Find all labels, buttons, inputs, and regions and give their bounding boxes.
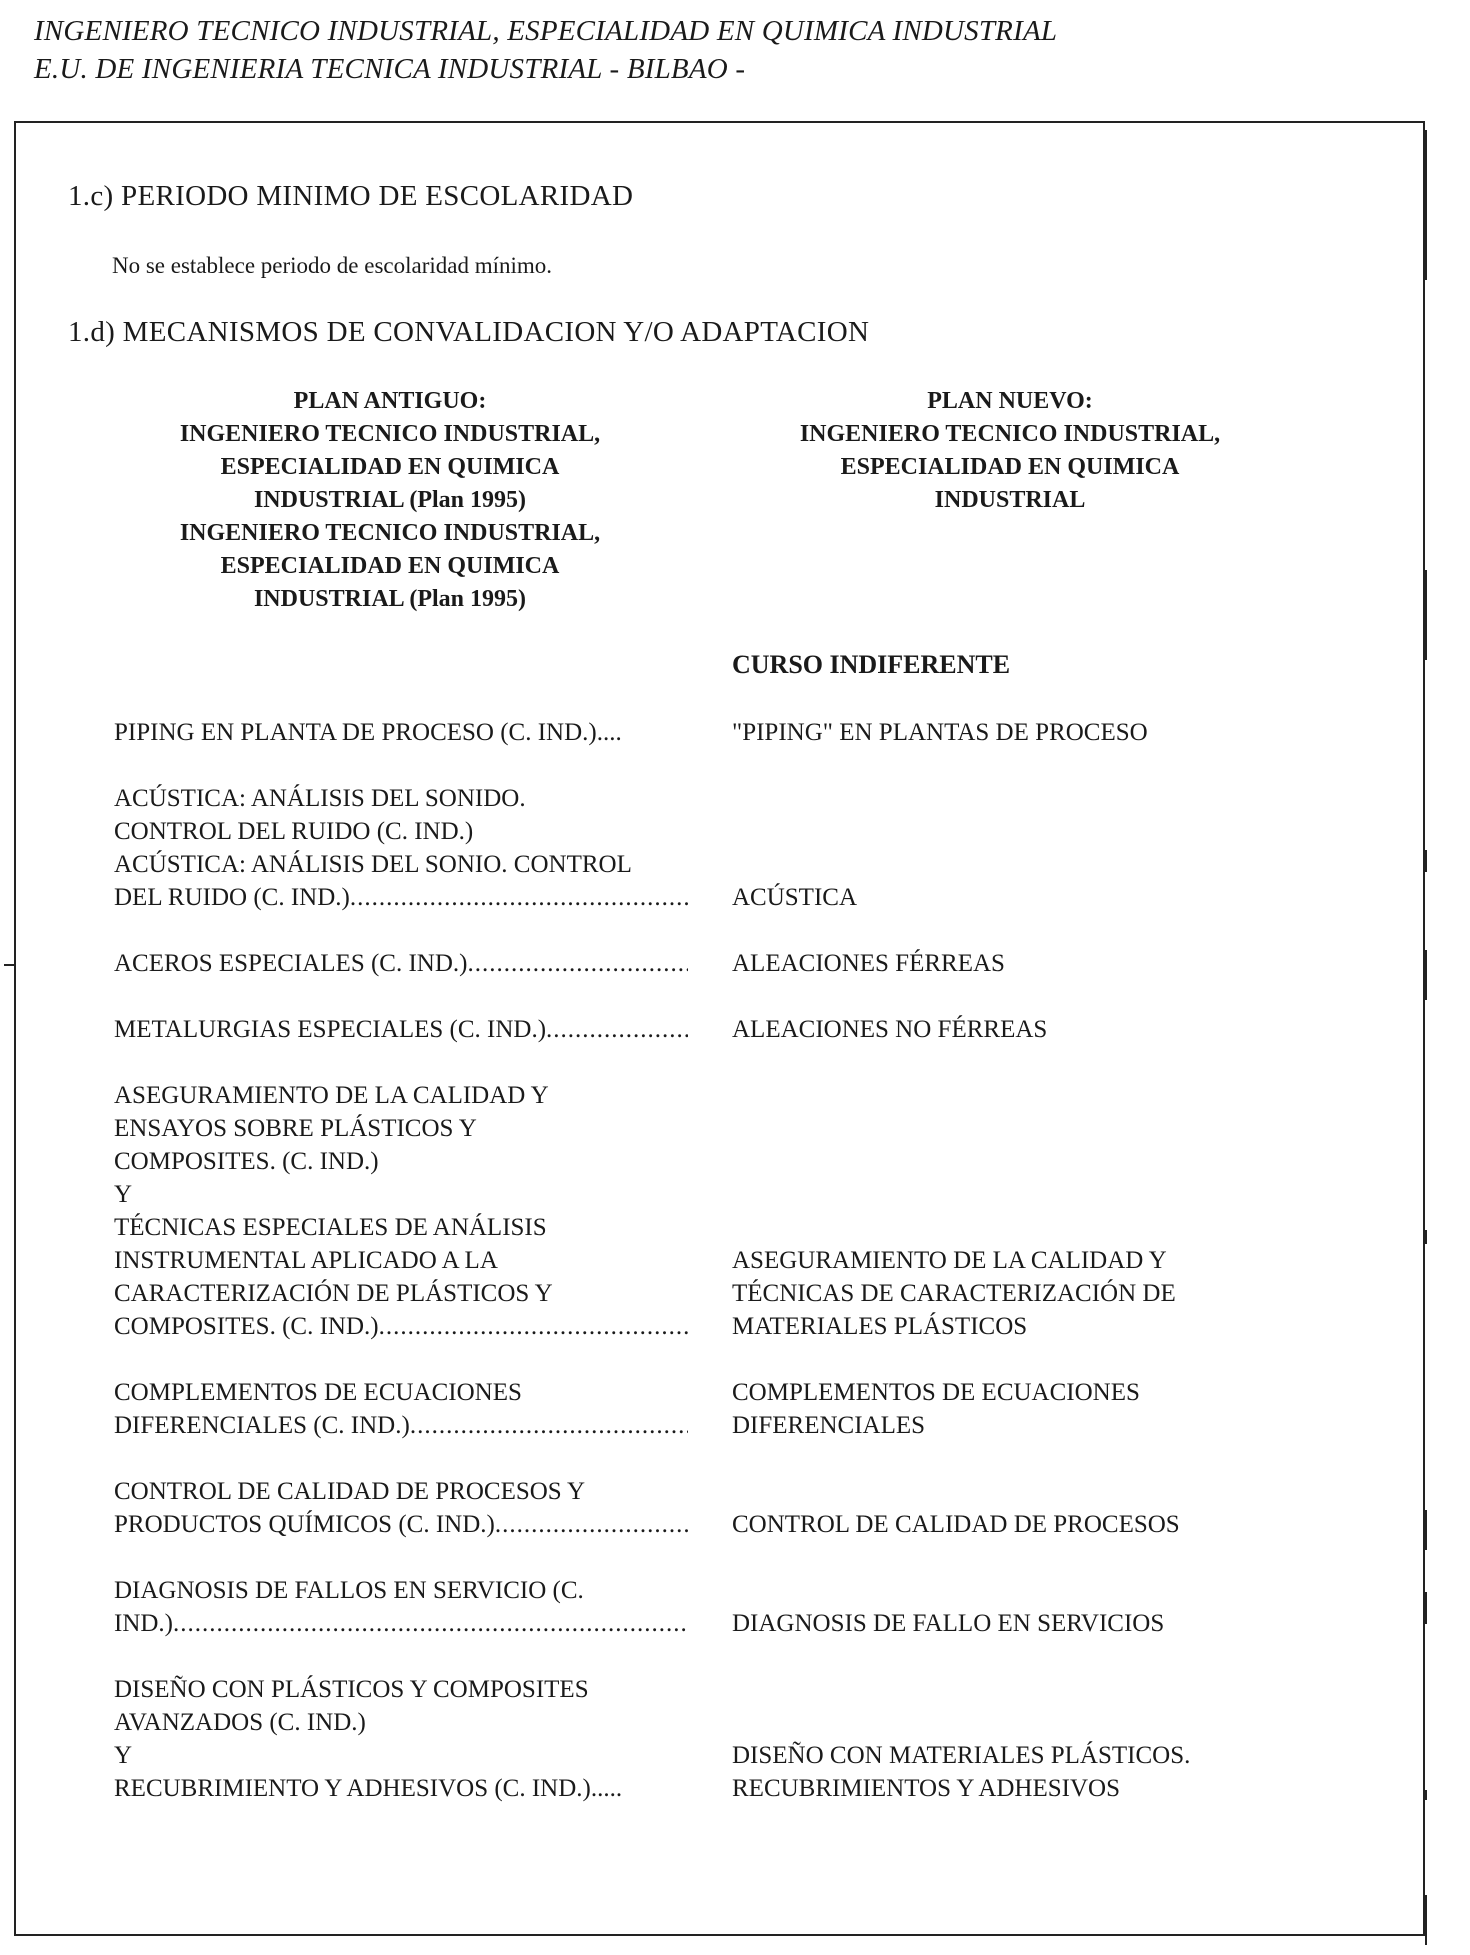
old-subject-line: ASEGURAMIENTO DE LA CALIDAD Y: [114, 1082, 549, 1109]
new-subject-line: MATERIALES PLÁSTICOS: [732, 1313, 1028, 1340]
new-subject: [732, 1013, 1412, 1046]
plan-nuevo-heading: [760, 385, 1260, 517]
dot-leader: [173, 1607, 688, 1640]
old-subject-line: RECUBRIMIENTO Y ADHESIVOS (C. IND.).....: [114, 1775, 623, 1802]
dot-leader: [350, 881, 688, 914]
new-subject: [732, 1739, 1412, 1805]
plan-antiguo-line: INGENIERO TECNICO INDUSTRIAL,: [179, 520, 601, 546]
new-subject-line: ASEGURAMIENTO DE LA CALIDAD Y: [732, 1247, 1167, 1274]
new-subject-line: "PIPING" EN PLANTAS DE PROCESO: [732, 719, 1148, 746]
new-subject-line: ACÚSTICA: [732, 884, 858, 911]
new-subject: [732, 1607, 1412, 1640]
old-subject-line: ACEROS ESPECIALES (C. IND.): [114, 950, 468, 977]
old-subject-line-leader: [114, 947, 688, 980]
old-subject-line: CONTROL DE CALIDAD DE PROCESOS Y: [114, 1478, 586, 1505]
old-subject-line-leader: [114, 1409, 688, 1442]
old-subject-line-leader: [114, 1607, 688, 1640]
scan-edge-marks: [1425, 130, 1429, 1930]
old-subject: [114, 1079, 688, 1343]
old-subject-line: AVANZADOS (C. IND.): [114, 1709, 366, 1736]
edge-mark: [1425, 950, 1427, 1000]
section-d-title: 1.d) MECANISMOS DE CONVALIDACION Y/O ADAPTACION: [68, 316, 870, 348]
edge-mark: [1425, 1230, 1427, 1244]
new-subject-line: DISEÑO CON MATERIALES PLÁSTICOS.: [732, 1742, 1191, 1769]
edge-mark: [1425, 130, 1427, 280]
plan-nuevo-line: INDUSTRIAL: [934, 487, 1086, 513]
old-subject-line-leader: [114, 1508, 688, 1541]
old-subject-line: ACÚSTICA: ANÁLISIS DEL SONIDO.: [114, 785, 526, 812]
dot-leader: [468, 947, 689, 980]
old-subject-line: METALURGIAS ESPECIALES (C. IND.): [114, 1016, 547, 1043]
plan-nuevo-line: INGENIERO TECNICO INDUSTRIAL,: [799, 421, 1221, 447]
dot-leader: [546, 1013, 688, 1046]
document-header: [34, 12, 1057, 88]
edge-mark: [1425, 1592, 1427, 1624]
old-subject-line: CARACTERIZACIÓN DE PLÁSTICOS Y: [114, 1280, 553, 1307]
new-subject-line: CONTROL DE CALIDAD DE PROCESOS: [732, 1511, 1180, 1538]
old-subject-line: ACÚSTICA: ANÁLISIS DEL SONIO. CONTROL: [114, 851, 632, 878]
old-subject-line-leader: [114, 881, 688, 914]
section-c-title: 1.c) PERIODO MINIMO DE ESCOLARIDAD: [68, 180, 634, 212]
dot-leader: [379, 1310, 688, 1343]
edge-mark: [1425, 570, 1427, 660]
old-subject-line: DISEÑO CON PLÁSTICOS Y COMPOSITES: [114, 1676, 589, 1703]
old-subject-line: Y: [114, 1742, 133, 1769]
old-subject: [114, 1475, 688, 1541]
new-subject-line: RECUBRIMIENTOS Y ADHESIVOS: [732, 1775, 1121, 1802]
plan-antiguo-line: PLAN ANTIGUO:: [293, 388, 487, 414]
new-subject-line: DIAGNOSIS DE FALLO EN SERVICIOS: [732, 1610, 1165, 1637]
new-subject: [732, 1244, 1412, 1343]
new-subject: [732, 1376, 1412, 1442]
old-subject-line: COMPOSITES. (C. IND.): [114, 1148, 379, 1175]
new-subject-line: ALEACIONES FÉRREAS: [732, 950, 1005, 977]
header-degree-line: INGENIERO TECNICO INDUSTRIAL, ESPECIALIDAD EN QUIMICA INDUSTRIAL: [34, 15, 1058, 47]
new-subject: [732, 947, 1412, 980]
old-subject-line: DIAGNOSIS DE FALLOS EN SERVICIO (C.: [114, 1577, 584, 1604]
section-c-note: No se establece periodo de escolaridad mínimo.: [112, 253, 553, 278]
plan-antiguo-line: ESPECIALIDAD EN QUIMICA: [220, 553, 560, 579]
dot-leader: [410, 1409, 688, 1442]
dot-leader: [495, 1508, 688, 1541]
header-school-line: E.U. DE INGENIERIA TECNICA INDUSTRIAL - BILBAO -: [34, 53, 746, 85]
old-subject-line: COMPLEMENTOS DE ECUACIONES: [114, 1379, 522, 1406]
new-subject-line: TÉCNICAS DE CARACTERIZACIÓN DE: [732, 1280, 1176, 1307]
old-subject-line: Y: [114, 1181, 133, 1208]
old-subject-line: TÉCNICAS ESPECIALES DE ANÁLISIS: [114, 1214, 547, 1241]
scan-left-tick: [4, 964, 14, 966]
plan-antiguo-line: INDUSTRIAL (Plan 1995): [253, 487, 527, 513]
new-subject: [732, 716, 1412, 749]
edge-mark: [1425, 1510, 1427, 1550]
plan-antiguo-line: ESPECIALIDAD EN QUIMICA: [220, 454, 560, 480]
new-subject-line: ALEACIONES NO FÉRREAS: [732, 1016, 1048, 1043]
new-subject: [732, 1508, 1412, 1541]
old-subject-line: IND.): [114, 1610, 174, 1637]
plan-antiguo-line: INGENIERO TECNICO INDUSTRIAL,: [179, 421, 601, 447]
plan-antiguo-heading: [140, 385, 640, 616]
plan-nuevo-line: PLAN NUEVO:: [927, 388, 1093, 414]
old-subject-line-leader: [114, 1310, 688, 1343]
old-subject: [114, 1673, 688, 1805]
new-subject-line: DIFERENCIALES: [732, 1412, 926, 1439]
curso-indiferente-label: CURSO INDIFERENTE: [732, 650, 1011, 679]
old-subject-line: COMPOSITES. (C. IND.): [114, 1313, 379, 1340]
old-subject: [114, 716, 688, 749]
old-subject-line: PRODUCTOS QUÍMICOS (C. IND.): [114, 1511, 495, 1538]
plan-antiguo-line: INDUSTRIAL (Plan 1995): [253, 586, 527, 612]
old-subject-line: INSTRUMENTAL APLICADO A LA: [114, 1247, 498, 1274]
old-subject-line: PIPING EN PLANTA DE PROCESO (C. IND.)....: [114, 719, 622, 746]
plan-nuevo-line: ESPECIALIDAD EN QUIMICA: [840, 454, 1180, 480]
old-subject: [114, 1574, 688, 1640]
new-subject: [732, 881, 1412, 914]
old-subject-line: CONTROL DEL RUIDO (C. IND.): [114, 818, 474, 845]
new-subject-line: COMPLEMENTOS DE ECUACIONES: [732, 1379, 1140, 1406]
old-subject-line: DIFERENCIALES (C. IND.): [114, 1412, 410, 1439]
old-subject: [114, 1013, 688, 1046]
old-subject: [114, 782, 688, 914]
edge-mark: [1425, 850, 1427, 872]
old-subject-line: DEL RUIDO (C. IND.): [114, 884, 350, 911]
edge-mark: [1425, 1895, 1427, 1945]
old-subject: [114, 947, 688, 980]
old-subject-line-leader: [114, 1013, 688, 1046]
old-subject-line: ENSAYOS SOBRE PLÁSTICOS Y: [114, 1115, 477, 1142]
old-subject: [114, 1376, 688, 1442]
